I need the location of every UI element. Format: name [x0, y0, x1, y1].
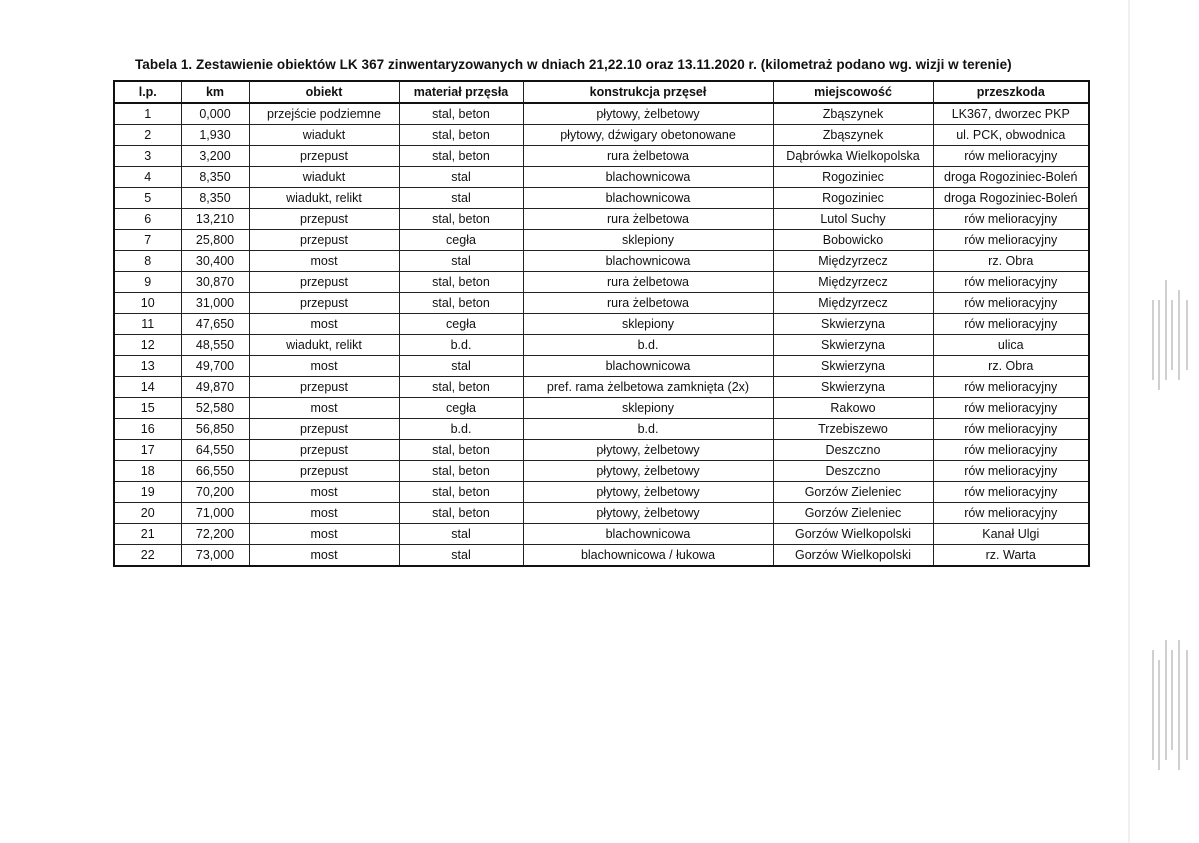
cell-km: 3,200 — [181, 146, 249, 167]
cell-konstrukcja: blachownicowa / łukowa — [523, 545, 773, 567]
cell-miejscowosc: Międzyrzecz — [773, 272, 933, 293]
table-row — [114, 146, 1089, 167]
table-row — [114, 167, 1089, 188]
cell-lp: 5 — [114, 188, 181, 209]
table-row — [114, 188, 1089, 209]
cell-km: 72,200 — [181, 524, 249, 545]
cell-przeszkoda: rów melioracyjny — [933, 419, 1089, 440]
cell-przeszkoda: rów melioracyjny — [933, 398, 1089, 419]
cell-lp: 12 — [114, 335, 181, 356]
cell-przeszkoda: rów melioracyjny — [933, 377, 1089, 398]
cell-konstrukcja: płytowy, żelbetowy — [523, 461, 773, 482]
cell-km: 30,400 — [181, 251, 249, 272]
cell-material: stal, beton — [399, 272, 523, 293]
cell-material: cegła — [399, 314, 523, 335]
header-material: materiał przęsła — [399, 81, 523, 103]
cell-konstrukcja: blachownicowa — [523, 251, 773, 272]
cell-miejscowosc: Zbąszynek — [773, 125, 933, 146]
cell-konstrukcja: rura żelbetowa — [523, 293, 773, 314]
cell-miejscowosc: Skwierzyna — [773, 356, 933, 377]
cell-konstrukcja: b.d. — [523, 419, 773, 440]
cell-material: stal, beton — [399, 482, 523, 503]
cell-material: stal, beton — [399, 209, 523, 230]
cell-konstrukcja: sklepiony — [523, 230, 773, 251]
cell-miejscowosc: Rogoziniec — [773, 188, 933, 209]
cell-obiekt: przepust — [249, 230, 399, 251]
table-body — [114, 103, 1089, 566]
cell-miejscowosc: Deszczno — [773, 440, 933, 461]
cell-konstrukcja: rura żelbetowa — [523, 272, 773, 293]
cell-przeszkoda: rów melioracyjny — [933, 314, 1089, 335]
cell-konstrukcja: b.d. — [523, 335, 773, 356]
cell-przeszkoda: rów melioracyjny — [933, 482, 1089, 503]
table-row — [114, 503, 1089, 524]
cell-km: 25,800 — [181, 230, 249, 251]
cell-obiekt: wiadukt — [249, 167, 399, 188]
cell-km: 70,200 — [181, 482, 249, 503]
cell-km: 31,000 — [181, 293, 249, 314]
table-caption: Tabela 1. Zestawienie obiektów LK 367 zinwentaryzowanych w dniach 21,22.10 oraz 13.11.2020 r. (kilometraż podano wg. wizji w terenie) — [135, 57, 1012, 72]
cell-km: 1,930 — [181, 125, 249, 146]
cell-konstrukcja: blachownicowa — [523, 356, 773, 377]
cell-km: 52,580 — [181, 398, 249, 419]
cell-przeszkoda: rz. Obra — [933, 251, 1089, 272]
table-row — [114, 335, 1089, 356]
cell-miejscowosc: Deszczno — [773, 461, 933, 482]
cell-lp: 16 — [114, 419, 181, 440]
table-row — [114, 398, 1089, 419]
cell-km: 8,350 — [181, 167, 249, 188]
cell-konstrukcja: sklepiony — [523, 314, 773, 335]
cell-konstrukcja: pref. rama żelbetowa zamknięta (2x) — [523, 377, 773, 398]
cell-miejscowosc: Bobowicko — [773, 230, 933, 251]
cell-km: 0,000 — [181, 103, 249, 125]
header-konstrukcja: konstrukcja przęseł — [523, 81, 773, 103]
cell-konstrukcja: sklepiony — [523, 398, 773, 419]
table-row — [114, 272, 1089, 293]
table-row — [114, 440, 1089, 461]
header-miejscowosc: miejscowość — [773, 81, 933, 103]
cell-miejscowosc: Trzebiszewo — [773, 419, 933, 440]
cell-konstrukcja: rura żelbetowa — [523, 209, 773, 230]
table-row — [114, 524, 1089, 545]
cell-konstrukcja: blachownicowa — [523, 188, 773, 209]
cell-material: stal, beton — [399, 503, 523, 524]
header-obiekt: obiekt — [249, 81, 399, 103]
cell-obiekt: przepust — [249, 440, 399, 461]
cell-material: stal, beton — [399, 293, 523, 314]
cell-obiekt: wiadukt, relikt — [249, 335, 399, 356]
header-przeszkoda: przeszkoda — [933, 81, 1089, 103]
cell-obiekt: wiadukt — [249, 125, 399, 146]
objects-table — [113, 80, 1090, 567]
cell-lp: 10 — [114, 293, 181, 314]
cell-km: 47,650 — [181, 314, 249, 335]
cell-przeszkoda: Kanał Ulgi — [933, 524, 1089, 545]
cell-konstrukcja: rura żelbetowa — [523, 146, 773, 167]
cell-przeszkoda: rów melioracyjny — [933, 461, 1089, 482]
table-row — [114, 461, 1089, 482]
cell-konstrukcja: blachownicowa — [523, 167, 773, 188]
cell-obiekt: most — [249, 503, 399, 524]
cell-material: stal — [399, 356, 523, 377]
cell-material: stal, beton — [399, 103, 523, 125]
cell-material: stal, beton — [399, 146, 523, 167]
cell-przeszkoda: rów melioracyjny — [933, 209, 1089, 230]
cell-konstrukcja: płytowy, dźwigary obetonowane — [523, 125, 773, 146]
cell-material: b.d. — [399, 419, 523, 440]
cell-lp: 21 — [114, 524, 181, 545]
cell-lp: 13 — [114, 356, 181, 377]
cell-przeszkoda: rz. Obra — [933, 356, 1089, 377]
cell-konstrukcja: blachownicowa — [523, 524, 773, 545]
table-row — [114, 545, 1089, 567]
cell-km: 13,210 — [181, 209, 249, 230]
cell-km: 8,350 — [181, 188, 249, 209]
cell-lp: 6 — [114, 209, 181, 230]
table-row — [114, 377, 1089, 398]
cell-obiekt: most — [249, 545, 399, 567]
cell-miejscowosc: Gorzów Zieleniec — [773, 503, 933, 524]
cell-lp: 11 — [114, 314, 181, 335]
cell-przeszkoda: ulica — [933, 335, 1089, 356]
cell-miejscowosc: Międzyrzecz — [773, 251, 933, 272]
cell-konstrukcja: płytowy, żelbetowy — [523, 482, 773, 503]
cell-obiekt: przepust — [249, 293, 399, 314]
cell-material: stal, beton — [399, 440, 523, 461]
cell-km: 49,700 — [181, 356, 249, 377]
cell-miejscowosc: Gorzów Wielkopolski — [773, 524, 933, 545]
cell-przeszkoda: droga Rogoziniec-Boleń — [933, 167, 1089, 188]
cell-lp: 1 — [114, 103, 181, 125]
cell-obiekt: most — [249, 356, 399, 377]
cell-material: stal — [399, 251, 523, 272]
cell-miejscowosc: Skwierzyna — [773, 335, 933, 356]
table-row — [114, 103, 1089, 125]
cell-km: 48,550 — [181, 335, 249, 356]
cell-km: 71,000 — [181, 503, 249, 524]
cell-material: stal, beton — [399, 377, 523, 398]
cell-miejscowosc: Rogoziniec — [773, 167, 933, 188]
cell-km: 56,850 — [181, 419, 249, 440]
cell-material: stal — [399, 545, 523, 567]
cell-lp: 9 — [114, 272, 181, 293]
cell-obiekt: przepust — [249, 377, 399, 398]
cell-miejscowosc: Gorzów Zieleniec — [773, 482, 933, 503]
cell-przeszkoda: rów melioracyjny — [933, 293, 1089, 314]
table-row — [114, 356, 1089, 377]
cell-obiekt: przepust — [249, 146, 399, 167]
cell-km: 30,870 — [181, 272, 249, 293]
cell-przeszkoda: rów melioracyjny — [933, 146, 1089, 167]
cell-miejscowosc: Skwierzyna — [773, 377, 933, 398]
cell-lp: 2 — [114, 125, 181, 146]
table-row — [114, 209, 1089, 230]
cell-lp: 7 — [114, 230, 181, 251]
cell-lp: 8 — [114, 251, 181, 272]
cell-obiekt: most — [249, 482, 399, 503]
cell-km: 73,000 — [181, 545, 249, 567]
cell-lp: 14 — [114, 377, 181, 398]
cell-lp: 20 — [114, 503, 181, 524]
cell-material: stal — [399, 524, 523, 545]
cell-material: cegła — [399, 230, 523, 251]
cell-obiekt: przepust — [249, 419, 399, 440]
cell-przeszkoda: rów melioracyjny — [933, 440, 1089, 461]
cell-lp: 18 — [114, 461, 181, 482]
cell-miejscowosc: Lutol Suchy — [773, 209, 933, 230]
header-lp: l.p. — [114, 81, 181, 103]
cell-material: stal — [399, 188, 523, 209]
cell-przeszkoda: LK367, dworzec PKP — [933, 103, 1089, 125]
cell-material: b.d. — [399, 335, 523, 356]
table-row — [114, 125, 1089, 146]
cell-lp: 17 — [114, 440, 181, 461]
cell-przeszkoda: ul. PCK, obwodnica — [933, 125, 1089, 146]
table-row — [114, 314, 1089, 335]
cell-miejscowosc: Międzyrzecz — [773, 293, 933, 314]
cell-obiekt: most — [249, 314, 399, 335]
cell-material: cegła — [399, 398, 523, 419]
cell-miejscowosc: Gorzów Wielkopolski — [773, 545, 933, 567]
cell-przeszkoda: rz. Warta — [933, 545, 1089, 567]
cell-obiekt: przepust — [249, 272, 399, 293]
cell-km: 66,550 — [181, 461, 249, 482]
table-row — [114, 230, 1089, 251]
table-row — [114, 419, 1089, 440]
cell-miejscowosc: Dąbrówka Wielkopolska — [773, 146, 933, 167]
cell-km: 49,870 — [181, 377, 249, 398]
table-row — [114, 482, 1089, 503]
cell-lp: 4 — [114, 167, 181, 188]
cell-material: stal — [399, 167, 523, 188]
cell-obiekt: przejście podziemne — [249, 103, 399, 125]
cell-przeszkoda: rów melioracyjny — [933, 272, 1089, 293]
cell-miejscowosc: Zbąszynek — [773, 103, 933, 125]
cell-km: 64,550 — [181, 440, 249, 461]
cell-obiekt: przepust — [249, 461, 399, 482]
cell-obiekt: wiadukt, relikt — [249, 188, 399, 209]
cell-lp: 19 — [114, 482, 181, 503]
table-row — [114, 293, 1089, 314]
table-row — [114, 251, 1089, 272]
header-km: km — [181, 81, 249, 103]
cell-miejscowosc: Rakowo — [773, 398, 933, 419]
cell-lp: 15 — [114, 398, 181, 419]
cell-obiekt: most — [249, 524, 399, 545]
cell-konstrukcja: płytowy, żelbetowy — [523, 103, 773, 125]
cell-miejscowosc: Skwierzyna — [773, 314, 933, 335]
cell-material: stal, beton — [399, 461, 523, 482]
cell-obiekt: most — [249, 251, 399, 272]
cell-przeszkoda: rów melioracyjny — [933, 503, 1089, 524]
cell-lp: 22 — [114, 545, 181, 567]
cell-material: stal, beton — [399, 125, 523, 146]
cell-konstrukcja: płytowy, żelbetowy — [523, 503, 773, 524]
table-header-row — [114, 81, 1089, 103]
cell-lp: 3 — [114, 146, 181, 167]
cell-obiekt: most — [249, 398, 399, 419]
cell-przeszkoda: droga Rogoziniec-Boleń — [933, 188, 1089, 209]
cell-obiekt: przepust — [249, 209, 399, 230]
cell-konstrukcja: płytowy, żelbetowy — [523, 440, 773, 461]
cell-przeszkoda: rów melioracyjny — [933, 230, 1089, 251]
